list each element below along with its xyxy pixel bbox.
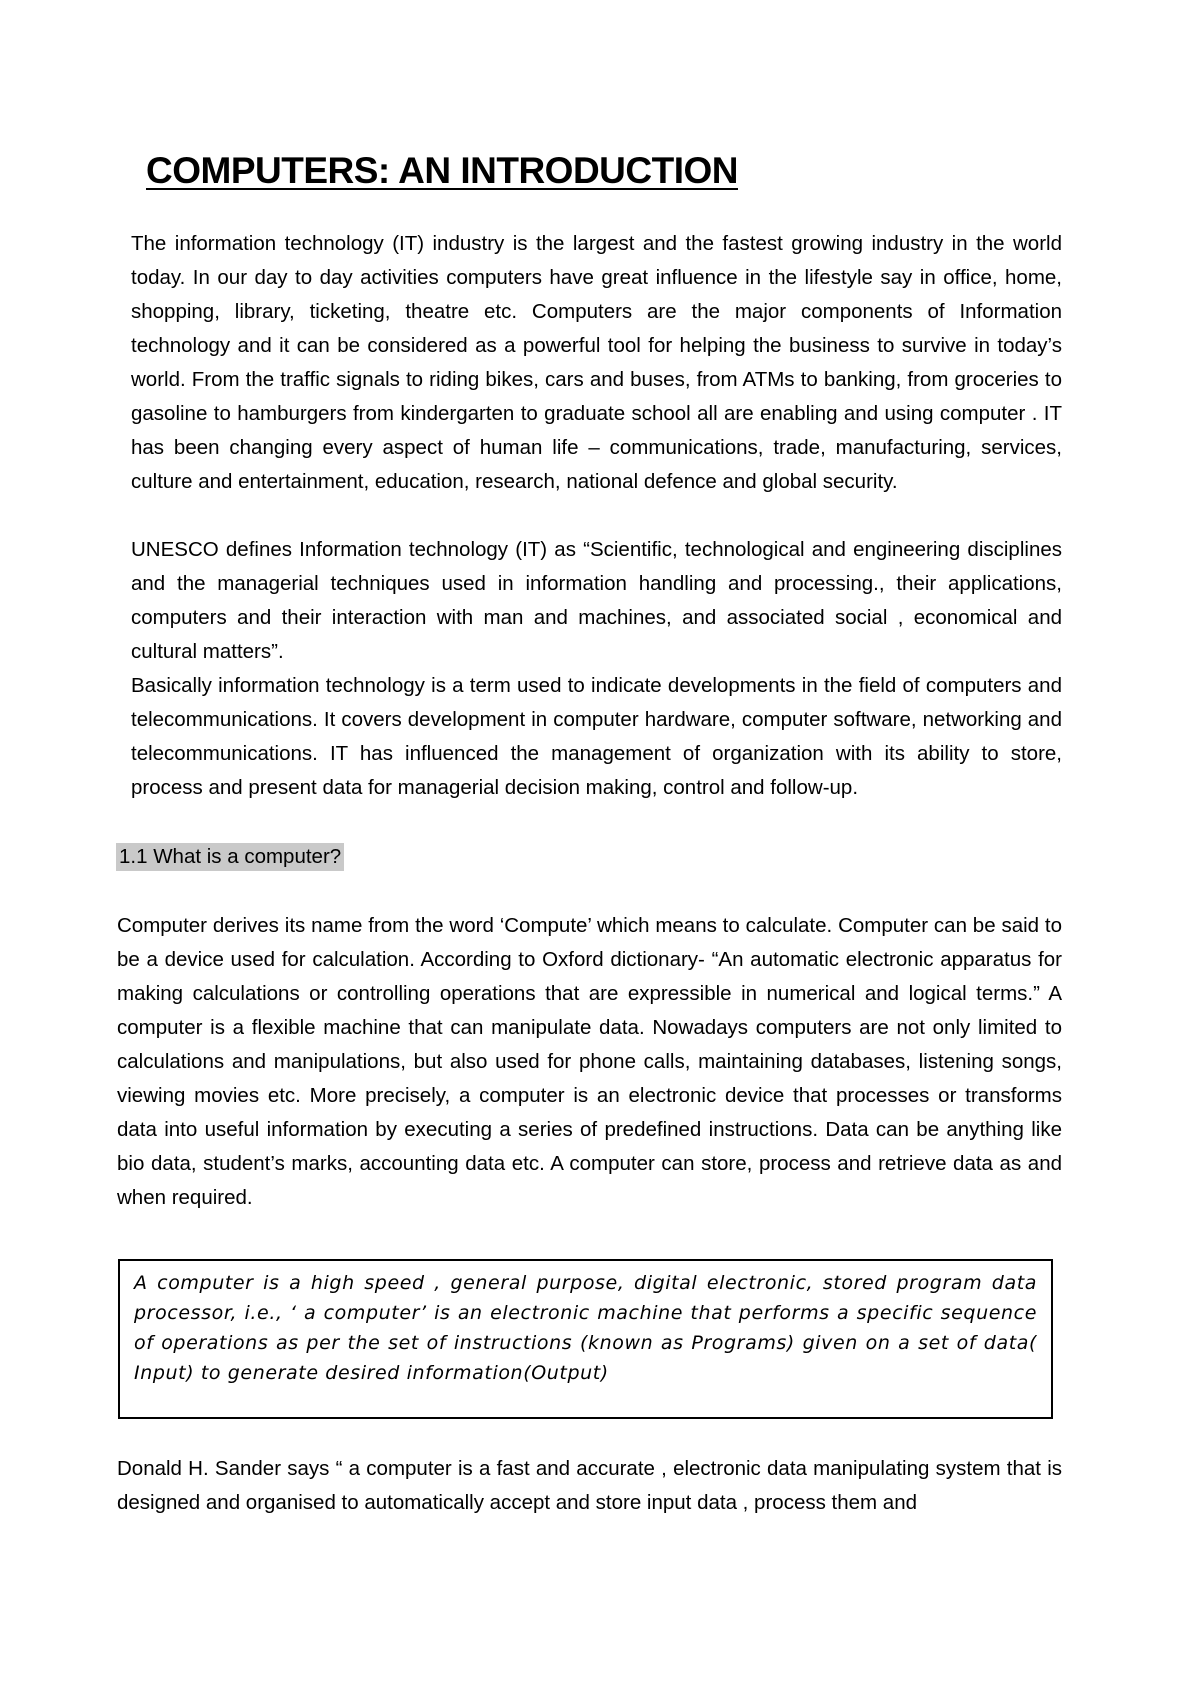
intro-paragraph-it-industry: The information technology (IT) industry is the largest and the fastest growing industry in the world today. In our day to day activities computers have great influence in the lifestyle say in office, home, shopping, library, ticketing, theatre etc. Computers are the major components of Information technology and it can be considered as a powerful tool for helping the business to survive in today’s world. From the traffic signals to riding bikes, cars and buses, from ATMs to banking, from groceries to gasoline to hamburgers from kindergarten to graduate school all are enabling and using computer . IT has been changing every aspect of human life – communications, trade, manufacturing, services, culture and entertainment, education, research, national defence and global security. — [131, 232, 1062, 493]
intro-paragraph-unesco-definition: UNESCO defines Information technology (IT) as “Scientific, technological and engineering disciplines and the managerial techniques used in information handling and processing., their applications, computers and their interaction with man and machines, and associated social , economical and cultural matters”. — [131, 538, 1062, 663]
computer-definition-paragraph: Computer derives its name from the word ‘Compute’ which means to calculate. Computer can be said to be a device used for calculation. According to Oxford dictionary- “An automatic electronic apparatus for making calculations or controlling operations that are expressible in numerical and logical terms.” A computer is a flexible machine that can manipulate data. Nowadays computers are not only limited to calculations and manipulations, but also used for phone calls, maintaining databases, listening songs, viewing movies etc. More precisely, a computer is an electronic device that processes or transforms data into useful information by executing a series of predefined instructions. Data can be anything like bio data, student’s marks, accounting data etc. A computer can store, process and retrieve data as and when required. — [117, 914, 1062, 1209]
document-title: COMPUTERS: AN INTRODUCTION — [146, 150, 738, 191]
sander-quote-paragraph: Donald H. Sander says “ a computer is a fast and accurate , electronic data manipulating system that is designed and organised to automatically accept and store input data , process them and — [117, 1457, 1062, 1514]
section-heading-what-is-computer: 1.1 What is a computer? — [116, 843, 344, 871]
boxed-definition — [118, 1259, 1053, 1419]
intro-paragraph-basic-it: Basically information technology is a term used to indicate developments in the field of computers and telecommunications. It covers development in computer hardware, computer software, networking and telecommunications. IT has influenced the management of organization with its ability to store, process and present data for managerial decision making, control and follow-up. — [131, 674, 1062, 799]
boxed-definition-text: A computer is a high speed , general purpose, digital electronic, stored program data processor, i.e., ‘ a computer’ is an electronic machine that performs a specific sequence of operations as per the set of instructions (known as Programs) given on a set of data( Input) to generate desired information(Output) — [134, 1272, 1037, 1384]
